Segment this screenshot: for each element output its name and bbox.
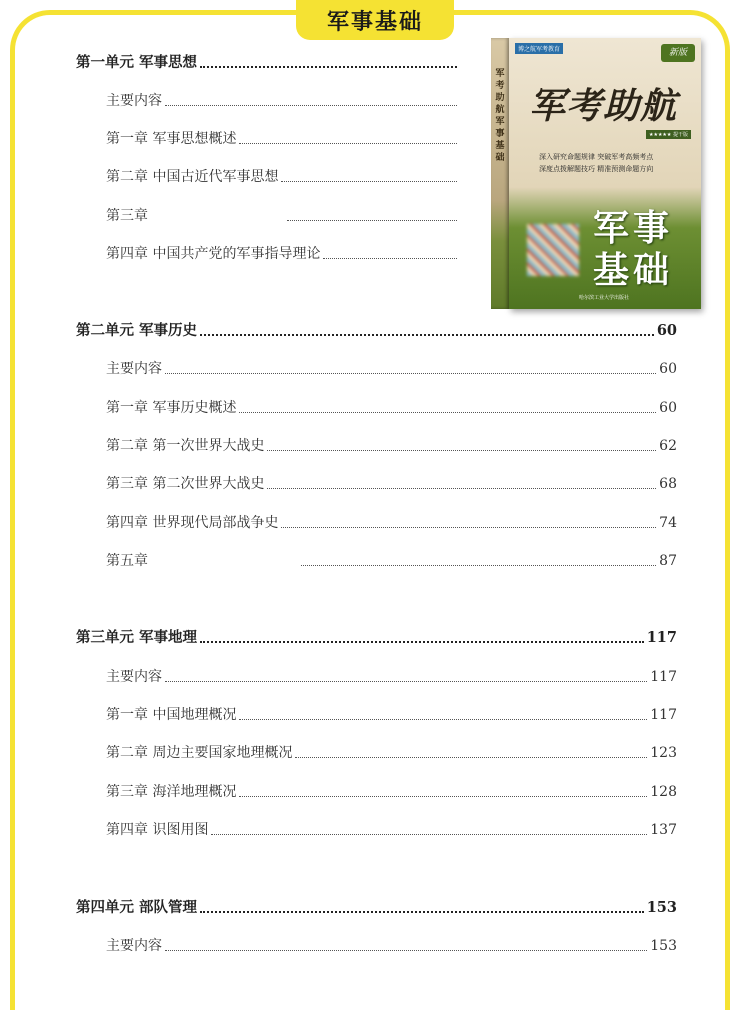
header-tab <box>296 0 454 40</box>
toc-chapter-row[interactable] <box>106 548 677 570</box>
toc-page-number: 60 <box>656 322 677 339</box>
toc-chapter-row[interactable] <box>106 203 460 225</box>
subject-title-line2: 基础 <box>593 249 674 291</box>
dot-leader <box>281 527 656 528</box>
spine-title: 军考助航 军事基础 <box>495 69 505 163</box>
toc-unit-label: 第三单元 军事地理 <box>76 629 198 646</box>
dot-leader <box>267 450 656 451</box>
dot-leader <box>239 719 647 720</box>
toc-chapter-row[interactable] <box>106 356 677 378</box>
toc-chapter-row[interactable] <box>106 510 677 532</box>
toc-chapter-label: 第四章 世界现代局部战争史 <box>106 515 279 531</box>
toc-chapter-row[interactable] <box>106 471 677 493</box>
toc-page-number: 117 <box>650 707 677 723</box>
toc-chapter-row[interactable] <box>106 126 460 148</box>
book-cover-image <box>491 38 701 309</box>
toc-chapter-row[interactable] <box>106 933 677 955</box>
new-edition-badge: 新版 <box>661 44 695 62</box>
toc-chapter-label: 第五章 <box>106 553 148 569</box>
dot-leader <box>281 181 457 182</box>
toc-page-number: 117 <box>650 669 677 685</box>
toc-chapter-label: 第四章 识图用图 <box>106 822 209 838</box>
toc-chapter-row[interactable] <box>106 664 677 686</box>
qr-code-image <box>527 224 579 276</box>
toc-chapter-label: 主要内容 <box>106 361 162 377</box>
toc-page-number: 60 <box>659 361 677 377</box>
dot-leader <box>239 796 647 797</box>
dot-leader <box>295 757 647 758</box>
dot-leader <box>165 105 457 106</box>
toc-chapter-row[interactable] <box>106 433 677 455</box>
dot-leader <box>165 950 647 951</box>
toc-chapter-label: 第四章 中国共产党的军事指导理论 <box>106 246 321 262</box>
toc-chapter-label: 主要内容 <box>106 938 162 954</box>
book-title: 军考助航 <box>529 85 678 127</box>
toc-page-number: 87 <box>659 553 677 569</box>
toc-page-number: 128 <box>650 784 677 800</box>
dot-leader <box>211 834 647 835</box>
dot-leader <box>239 143 457 144</box>
dot-leader <box>323 258 457 259</box>
toc-chapter-label: 第三章 海洋地理概况 <box>106 784 237 800</box>
slogan-line: 深度点拨解题技巧 精准预测命题方向 <box>539 165 654 173</box>
dot-leader <box>200 911 644 913</box>
toc-chapter-label: 第一章 军事思想概述 <box>106 131 237 147</box>
toc-chapter-row[interactable] <box>106 241 460 263</box>
toc-unit-row[interactable] <box>76 625 677 647</box>
toc-unit-label: 第四单元 部队管理 <box>76 899 198 916</box>
slogan-line: 深入研究命题规律 突破军考高频考点 <box>539 153 654 161</box>
dot-leader <box>200 334 654 336</box>
page-title: 军事基础 <box>326 9 423 35</box>
toc-chapter-row[interactable] <box>106 817 677 839</box>
dot-leader <box>200 641 644 643</box>
dot-leader <box>165 681 647 682</box>
toc-chapter-label: 主要内容 <box>106 669 162 685</box>
book-spine <box>491 38 509 309</box>
toc-unit-row[interactable] <box>76 895 677 917</box>
toc-chapter-row[interactable] <box>106 740 677 762</box>
toc-page-number: 137 <box>650 822 677 838</box>
publisher-logo: 博之航军考教育 <box>515 43 563 54</box>
toc-chapter-label: 第一章 军事历史概述 <box>106 400 237 416</box>
toc-page-number: 117 <box>646 629 677 646</box>
toc-unit-label: 第一单元 军事思想 <box>76 54 198 71</box>
toc-unit-label: 第二单元 军事历史 <box>76 322 198 339</box>
toc-chapter-row[interactable] <box>106 395 677 417</box>
toc-page-number: 153 <box>650 938 677 954</box>
publisher-name: 哈尔滨工业大学出版社 <box>579 295 630 301</box>
toc-chapter-label: 第二章 中国古近代军事思想 <box>106 169 279 185</box>
toc-page-number: 123 <box>650 745 677 761</box>
toc-chapter-label: 第二章 周边主要国家地理概况 <box>106 745 293 761</box>
dot-leader <box>165 373 656 374</box>
dot-leader <box>267 488 656 489</box>
dot-leader <box>287 220 457 221</box>
dot-leader <box>200 66 457 68</box>
edition-label: ★★★★★ 提干版 <box>646 130 691 139</box>
toc-chapter-row[interactable] <box>106 779 677 801</box>
toc-chapter-row[interactable] <box>106 88 460 110</box>
book-cover <box>509 38 701 309</box>
subject-title-line1: 军事 <box>593 207 674 249</box>
toc-chapter-row[interactable] <box>106 164 460 186</box>
dot-leader <box>239 412 656 413</box>
toc-chapter-label: 第三章 第二次世界大战史 <box>106 476 265 492</box>
toc-unit-row[interactable] <box>76 50 460 72</box>
toc-chapter-row[interactable] <box>106 702 677 724</box>
toc-chapter-label: 第三章 <box>106 208 148 224</box>
toc-page-number: 62 <box>659 438 677 454</box>
dot-leader <box>301 565 656 566</box>
toc-page-number: 68 <box>659 476 677 492</box>
toc-page-number: 60 <box>659 400 677 416</box>
toc-chapter-label: 第二章 第一次世界大战史 <box>106 438 265 454</box>
toc-chapter-label: 主要内容 <box>106 93 162 109</box>
toc-unit-row[interactable] <box>76 318 677 340</box>
toc-chapter-label: 第一章 中国地理概况 <box>106 707 237 723</box>
toc-page-number: 74 <box>659 515 677 531</box>
toc-page-number: 153 <box>646 899 677 916</box>
